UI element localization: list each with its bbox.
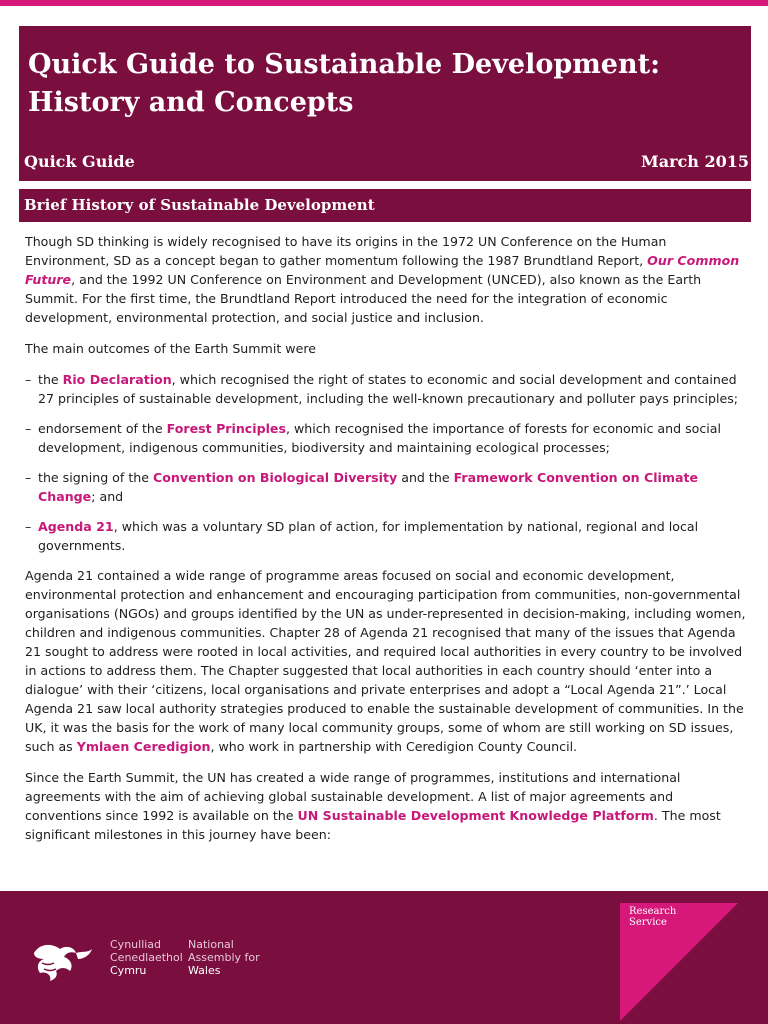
section-title: Brief History of Sustainable Development [24, 196, 375, 214]
list-item [25, 419, 747, 457]
title-banner [19, 26, 751, 181]
english-line-3: Wales [188, 964, 221, 977]
item-text: the signing of the [38, 470, 153, 485]
section-heading-bar [19, 189, 751, 222]
outcomes-intro: The main outcomes of the Earth Summit were [25, 341, 316, 356]
rio-declaration-link[interactable]: Rio Declaration [62, 372, 172, 387]
list-item [25, 370, 747, 408]
agenda-21-link[interactable]: Agenda 21 [38, 519, 114, 534]
un-knowledge-platform-link[interactable]: UN Sustainable Development Knowledge Platform [297, 808, 654, 823]
list-dash: – [25, 519, 32, 534]
welsh-line-2: Cenedlaethol [110, 951, 183, 964]
footer [0, 891, 768, 1024]
welsh-line-3: Cymru [110, 964, 147, 977]
rs-line-1: Research [629, 906, 677, 917]
top-accent-bar [0, 0, 768, 6]
doc-date: March 2015 [641, 152, 749, 171]
forest-principles-link[interactable]: Forest Principles [166, 421, 286, 436]
assembly-name-welsh [110, 938, 183, 977]
rs-line-2: Service [629, 917, 667, 928]
welsh-line-1: Cynulliad [110, 938, 162, 951]
item-text: , which recognised the importance of forests for economic and social development, indigenous communities, biodiversity and maintaining ecological processes; [38, 421, 722, 455]
item-text: the [38, 372, 63, 387]
dragon-logo-icon [30, 939, 100, 985]
english-line-2: Assembly for [188, 951, 260, 964]
outcomes-list [25, 370, 747, 555]
milestones-text-2: . The most significant milestones in this journey have been: [25, 808, 721, 842]
research-service-label [629, 906, 676, 928]
agenda-text-2: , who work in partnership with Ceredigion County Council. [210, 739, 578, 754]
title-line-1: Quick Guide to Sustainable Development: [28, 49, 661, 80]
english-line-1: National [188, 938, 234, 951]
milestones-text-1: Since the Earth Summit, the UN has created a wide range of programmes, institutions and international agreements with the aim of achieving global sustainable development. A list of major agreements and conventions since 1992 is available on the [25, 770, 681, 823]
list-item [25, 468, 747, 506]
item-text: and the [397, 470, 454, 485]
intro-text-1: Though SD thinking is widely recognised to have its origins in the 1972 UN Conference on the Human Environment, SD as a concept began to gather momentum following the 1987 Brundtland Report, [25, 234, 667, 268]
milestones-paragraph [25, 768, 747, 844]
item-text: , which was a voluntary SD plan of action, for implementation by national, regional and local governments. [38, 519, 699, 553]
page-title [28, 46, 748, 122]
assembly-name-english [188, 938, 260, 977]
agenda-21-paragraph [25, 566, 747, 756]
agenda-text-1: Agenda 21 contained a wide range of programme areas focused on social and economic development, environmental protection and enhancement and encouraging participation from communities, non-governmental organisations (NGOs) and groups identified by the UN as under-represented in decision-making, including women, children and indigenous communities. Chapter 28 of Agenda 21 recognised that many of the issues that Agenda 21 sought to address were rooted in local activities, and required local authorities in every country to be involved in actions to address them. The Chapter suggested that local authorities in each country should ‘enter into a dialogue’ with their ‘citizens, local organisations and private enterprises and adopt a “Local Agenda 21”.’ Local Agenda 21 saw local authority strategies produced to enable the sustainable development of communities. In the UK, it was the basis for the work of many local community groups, some of whom are still working on SD issues, such as [25, 568, 746, 754]
doc-type-label: Quick Guide [24, 152, 135, 171]
list-dash: – [25, 421, 32, 436]
list-dash: – [25, 372, 32, 387]
title-line-2: History and Concepts [28, 87, 354, 118]
document-body [25, 232, 747, 856]
ymlaen-ceredigion-link[interactable]: Ymlaen Ceredigion [76, 739, 211, 754]
list-dash: – [25, 470, 32, 485]
intro-text-2: , and the 1992 UN Conference on Environment and Development (UNCED), also known as the Earth Summit. For the first time, the Brundtland Report introduced the need for the integration of economic development, environmental protection, and social justice and inclusion. [25, 272, 702, 325]
climate-change-link[interactable]: Framework Convention on Climate Change [38, 470, 699, 504]
biological-diversity-link[interactable]: Convention on Biological Diversity [153, 470, 398, 485]
our-common-future-link[interactable]: Our Common Future [25, 253, 740, 287]
item-text: , which recognised the right of states to economic and social development and contained 27 principles of sustainable development, including the well-known precautionary and polluter pays principles; [38, 372, 739, 406]
item-text: endorsement of the [38, 421, 167, 436]
intro-paragraph [25, 232, 747, 327]
item-text: ; and [91, 489, 124, 504]
list-item [25, 517, 747, 555]
